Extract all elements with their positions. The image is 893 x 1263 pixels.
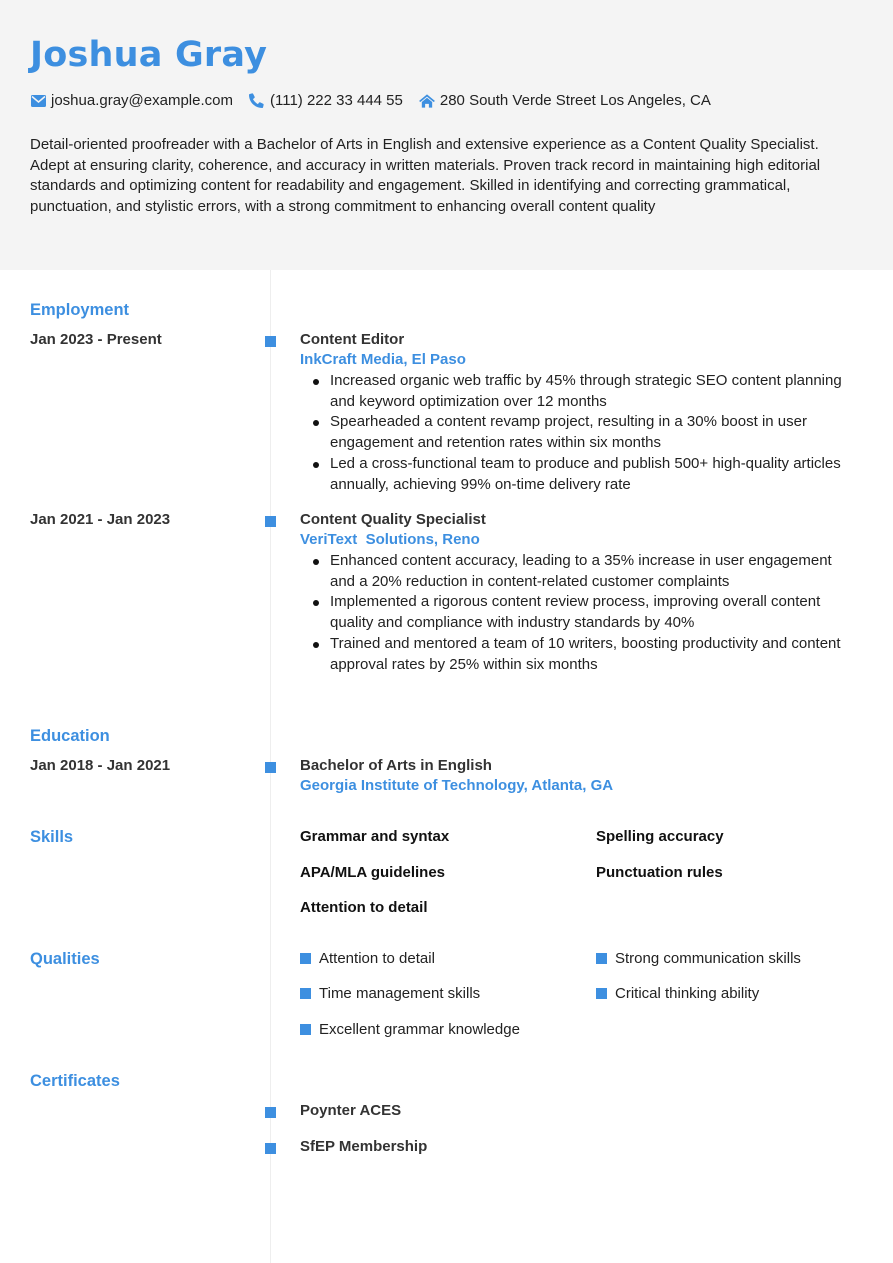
quality-label: Attention to detail — [319, 950, 435, 967]
square-bullet-icon — [596, 988, 607, 999]
candidate-name: Joshua Gray — [30, 35, 268, 75]
contact-row — [30, 92, 727, 109]
square-bullet-icon — [300, 953, 311, 964]
quality-item — [300, 985, 480, 1002]
job-role: Content Editor — [300, 331, 405, 348]
quality-item — [300, 1021, 520, 1038]
contact-address — [419, 92, 711, 109]
education-dates: Jan 2018 - Jan 2021 — [30, 757, 171, 774]
timeline-marker — [265, 516, 276, 527]
skill-item: Spelling accuracy — [596, 828, 724, 845]
contact-phone — [249, 92, 403, 109]
address-text: 280 South Verde Street Los Angeles, CA — [439, 92, 711, 109]
square-bullet-icon — [596, 953, 607, 964]
quality-label: Time management skills — [319, 985, 481, 1002]
profile-summary: Detail-oriented proofreader with a Bachelor of Arts in English and extensive experience as a Content Quality Specialist. Adept at ensuring clarity, coherence, and accuracy in written materials. Proven track record in maintaining high editorial standards and optimizing content for readability and engagement. Skilled in identifying and correcting grammatical, punctuation, and stylistic errors, with a strong commitment to enhancing overall content quality — [30, 136, 821, 216]
certificate-item: Poynter ACES — [300, 1102, 402, 1119]
timeline-marker — [265, 1107, 276, 1118]
square-bullet-icon — [300, 988, 311, 999]
phone-text[interactable]: (111) 222 33 444 55 — [269, 92, 403, 109]
skill-item: Grammar and syntax — [300, 828, 450, 845]
job-bullet: Spearheaded a content revamp project, resulting in a 30% boost in user engagement and retention rates within six months — [300, 412, 860, 453]
section-title-education: Education — [30, 727, 110, 745]
section-title-qualities: Qualities — [30, 950, 100, 968]
job-bullets — [300, 551, 860, 675]
job-bullets — [300, 371, 860, 495]
job-bullet: Trained and mentored a team of 10 writers, boosting productivity and content approval rates by 25% within six months — [300, 634, 860, 675]
job-org: VeriText Solutions, Reno — [300, 531, 480, 548]
job-org: InkCraft Media, El Paso — [300, 351, 466, 368]
job-role: Content Quality Specialist — [300, 511, 486, 528]
job-bullet: Increased organic web traffic by 45% through strategic SEO content planning and keyword optimization over 12 months — [300, 371, 860, 412]
job-bullet: Enhanced content accuracy, leading to a 35% increase in user engagement and a 20% reduction in content-related customer complaints — [300, 551, 860, 592]
job-bullet: Implemented a rigorous content review process, improving overall content quality and compliance with industry standards by 40% — [300, 592, 860, 633]
square-bullet-icon — [300, 1024, 311, 1035]
job-dates: Jan 2023 - Present — [30, 331, 162, 348]
job-dates: Jan 2021 - Jan 2023 — [30, 511, 171, 528]
section-title-employment: Employment — [30, 301, 130, 319]
contact-email — [30, 92, 233, 109]
quality-label: Strong communication skills — [615, 950, 801, 967]
timeline-marker — [265, 1143, 276, 1154]
envelope-icon — [30, 93, 46, 109]
quality-label: Critical thinking ability — [615, 985, 760, 1002]
phone-icon — [249, 93, 265, 109]
timeline-marker — [265, 336, 276, 347]
quality-item — [596, 985, 759, 1002]
job-bullet: Led a cross-functional team to produce and publish 500+ high-quality articles annually, achieving 99% on-time delivery rate — [300, 454, 860, 495]
skill-item: Attention to detail — [300, 899, 428, 916]
resume-header — [0, 0, 893, 270]
email-text[interactable]: joshua.gray@example.com — [51, 92, 233, 109]
quality-label: Excellent grammar knowledge — [319, 1021, 520, 1038]
home-icon — [419, 93, 435, 109]
timeline-marker — [265, 762, 276, 773]
section-title-certificates: Certificates — [30, 1072, 120, 1090]
quality-item — [300, 950, 435, 967]
section-title-skills: Skills — [30, 828, 74, 846]
skill-item: Punctuation rules — [596, 864, 723, 881]
certificate-item: SfEP Membership — [300, 1138, 428, 1155]
education-degree: Bachelor of Arts in English — [300, 757, 492, 774]
education-school: Georgia Institute of Technology, Atlanta, GA — [300, 777, 614, 794]
quality-item — [596, 950, 801, 967]
skill-item: APA/MLA guidelines — [300, 864, 446, 881]
